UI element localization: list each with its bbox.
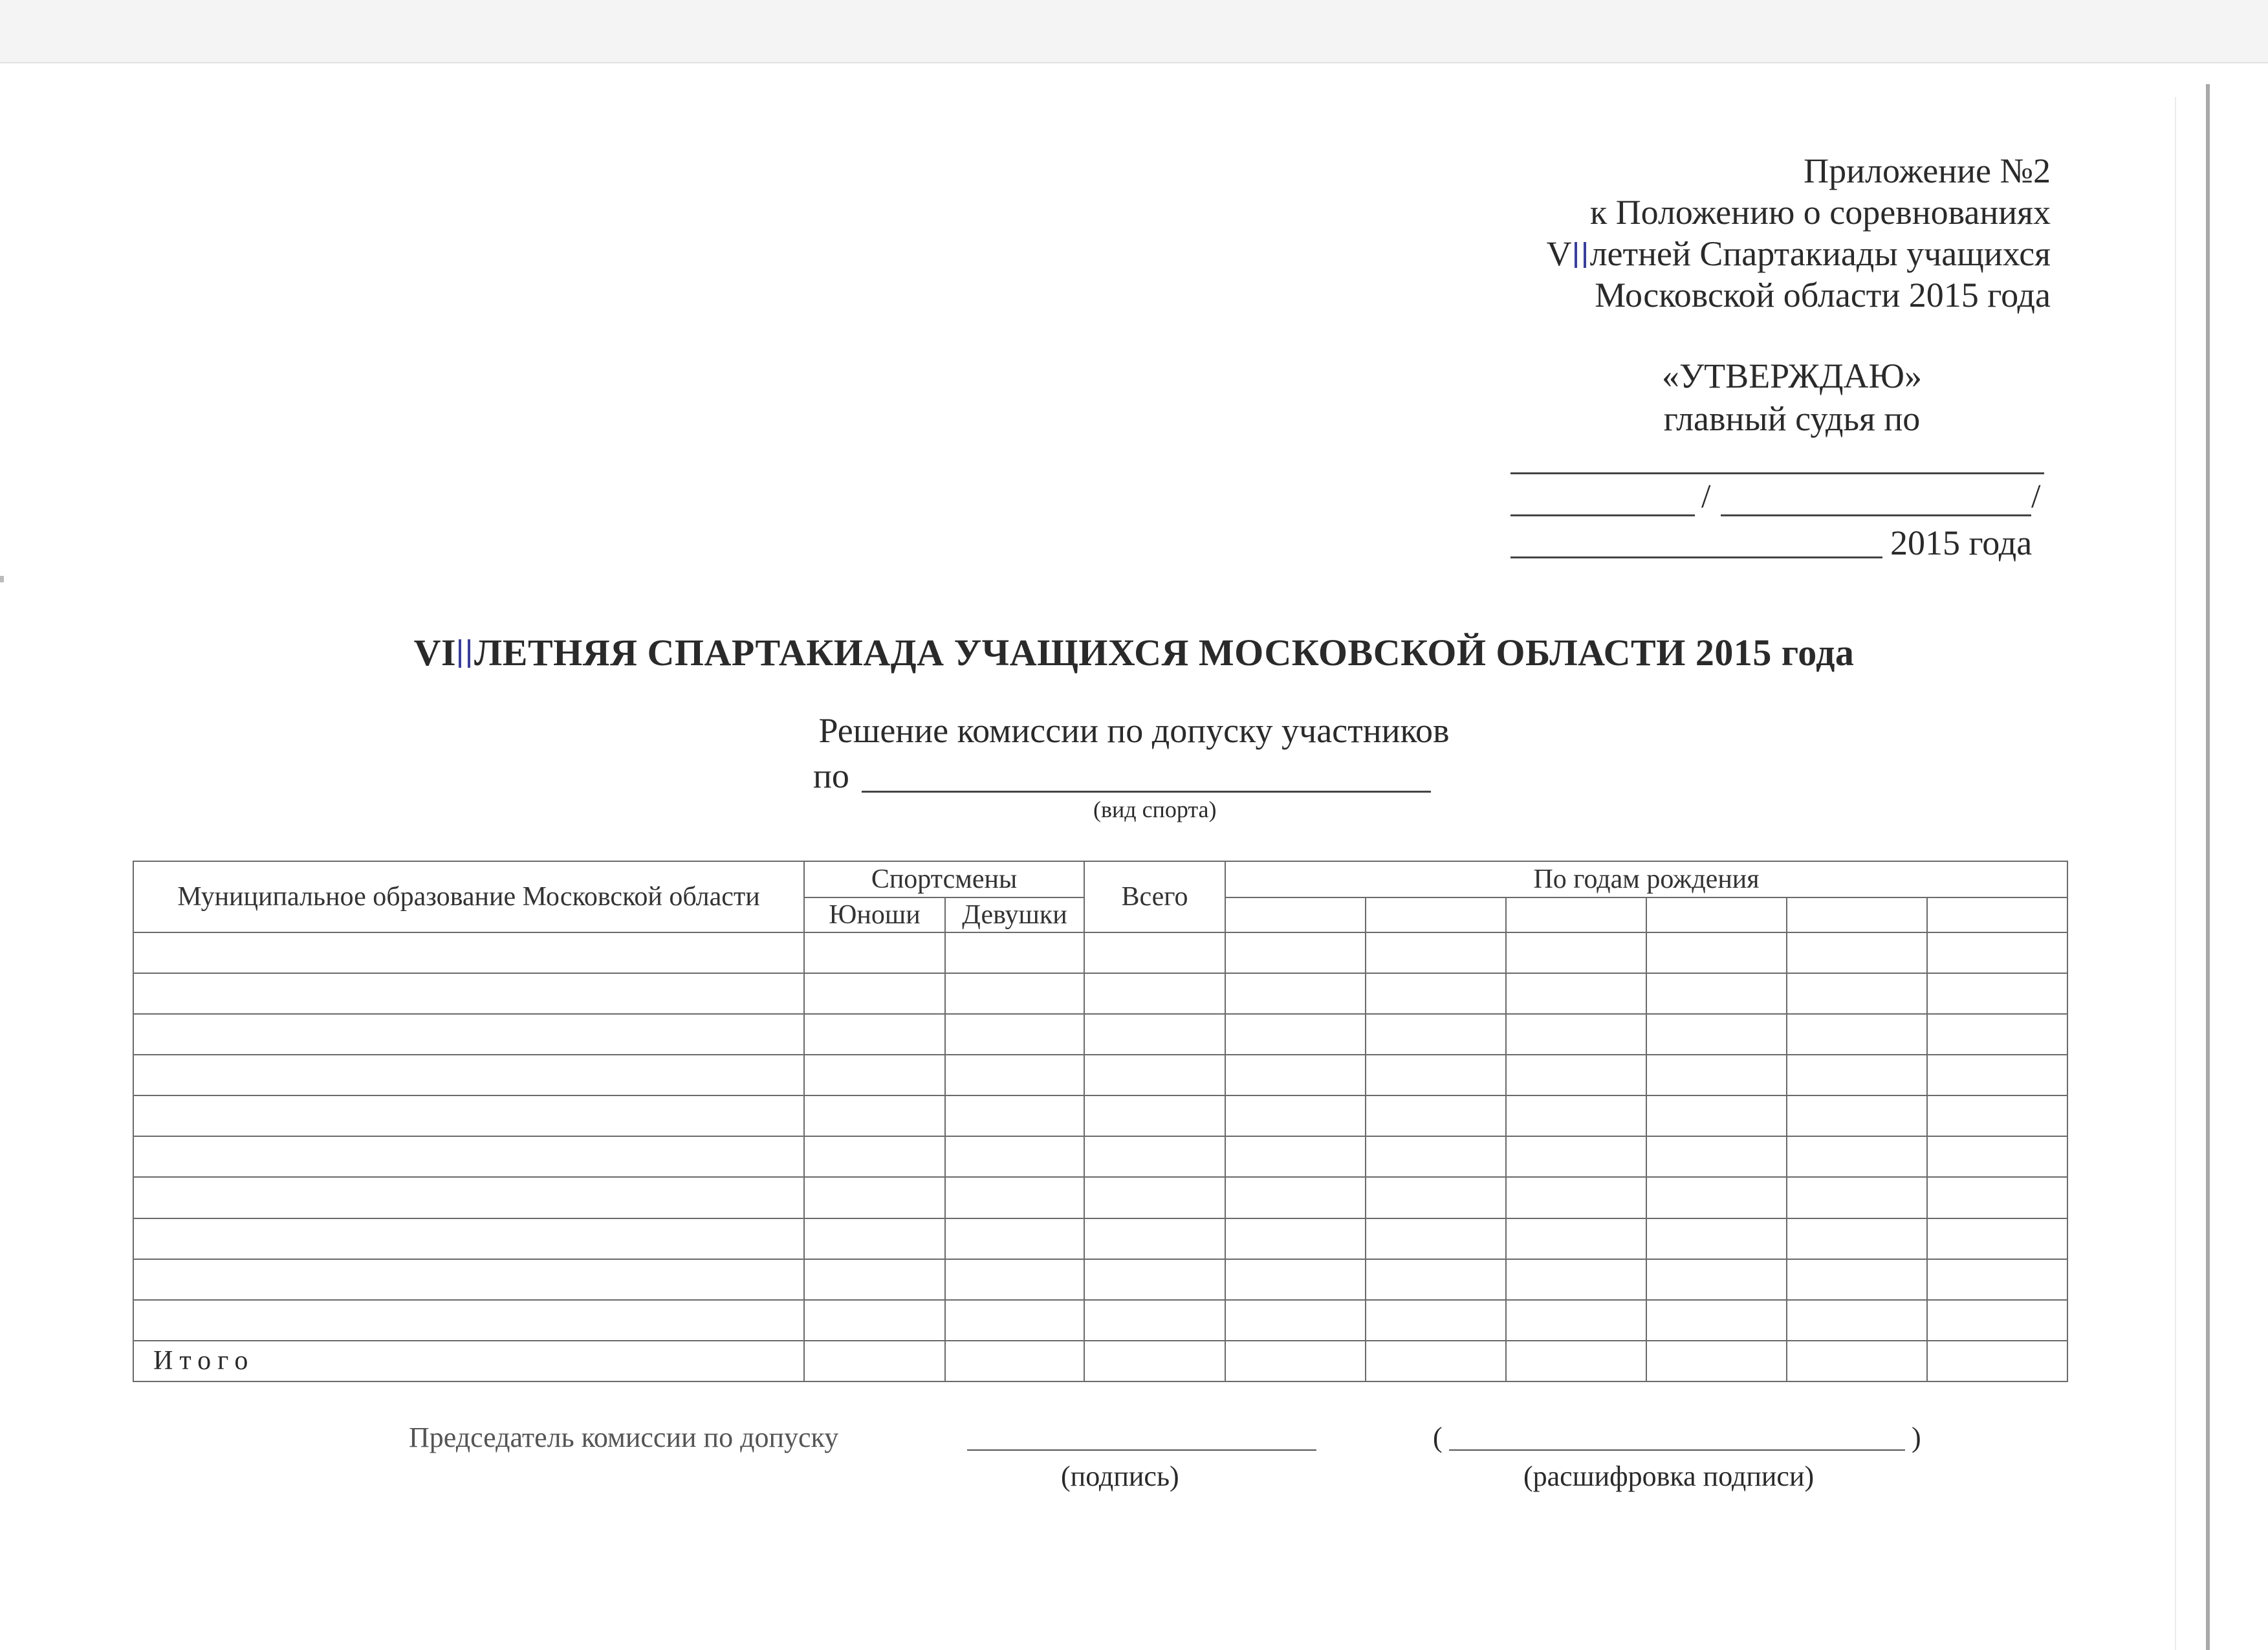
roman-numeral: V <box>1546 234 1572 273</box>
commission-decision: Решение комиссии по допуску участников <box>818 711 1450 750</box>
paren-open: ( <box>1433 1422 1443 1453</box>
judge-name-line <box>1721 514 2031 516</box>
header-municipality: Муниципальное образование Московской области <box>133 861 804 932</box>
scan-shadow-right <box>2175 97 2176 1650</box>
signature-decode-caption: (расшифровка подписи) <box>1523 1460 1815 1492</box>
header-athletes: Спортсмены <box>804 861 1084 897</box>
birth-year-cell <box>1787 897 1927 932</box>
sport-prefix: по <box>813 756 849 795</box>
admission-table <box>133 861 2068 1382</box>
appendix-number: Приложение №2 <box>1804 151 2051 190</box>
approval-judge: главный судья по <box>1663 399 1921 438</box>
title-text: ЛЕТНЯЯ СПАРТАКИАДА УЧАЩИХСЯ МОСКОВСКОЙ ОБЛАСТИ 2015 года <box>474 632 1855 674</box>
slash-right: / <box>2031 478 2041 515</box>
table-row <box>133 1014 2067 1055</box>
table-row <box>133 932 2067 973</box>
table-row <box>133 1218 2067 1259</box>
paren-close: ) <box>1912 1422 1921 1453</box>
total-row <box>133 1341 2067 1381</box>
chairman-label: Председатель комиссии по допуску <box>409 1422 839 1453</box>
birth-year-cell <box>1927 897 2067 932</box>
judge-sport-line <box>1510 472 2044 474</box>
table-row <box>133 1095 2067 1136</box>
table-row <box>133 1055 2067 1095</box>
scan-border-top <box>0 0 2268 63</box>
total-label: Итого <box>133 1341 804 1381</box>
appendix-header <box>1294 150 2051 316</box>
document-title <box>0 631 2268 674</box>
approval-title: «УТВЕРЖДАЮ» <box>1661 357 1923 395</box>
appendix-regulation: к Положению о соревнованиях <box>1589 193 2051 232</box>
scan-artifact <box>0 576 4 582</box>
approval-date-line <box>1510 556 1882 558</box>
signature-caption: (подпись) <box>1061 1460 1179 1492</box>
table-row <box>133 1300 2067 1341</box>
title-roman-correction <box>459 639 470 668</box>
birth-year-cell <box>1506 897 1646 932</box>
header-birth-years: По годам рождения <box>1225 861 2067 897</box>
birth-year-cell <box>1366 897 1506 932</box>
approval-year: 2015 года <box>1890 523 2033 562</box>
slash-left: / <box>1701 478 1711 515</box>
chairman-name-line <box>1449 1449 1905 1451</box>
birth-year-cell <box>1646 897 1787 932</box>
table-body <box>133 932 2067 1381</box>
header-boys: Юноши <box>804 897 945 932</box>
chairman-signature-line <box>967 1449 1316 1451</box>
title-roman: VI <box>413 632 457 674</box>
handwritten-roman-correction <box>1575 242 1586 268</box>
header-total: Всего <box>1084 861 1225 932</box>
appendix-spartakiad-line <box>1294 233 2051 274</box>
table-row <box>133 973 2067 1014</box>
header-girls: Девушки <box>945 897 1084 932</box>
table-row <box>133 1136 2067 1177</box>
table-row <box>133 1177 2067 1218</box>
appendix-spartakiad-text: летней Спартакиады учащихся <box>1589 234 2051 273</box>
scan-border-right <box>2206 84 2210 1650</box>
birth-year-cell <box>1225 897 1366 932</box>
approval-block <box>1565 355 2018 440</box>
appendix-region-year: Московской области 2015 года <box>1595 276 2051 314</box>
sport-type-line <box>862 791 1431 793</box>
judge-signature-line <box>1510 514 1695 516</box>
table-row <box>133 1259 2067 1300</box>
sport-type-caption: (вид спорта) <box>1093 797 1217 822</box>
